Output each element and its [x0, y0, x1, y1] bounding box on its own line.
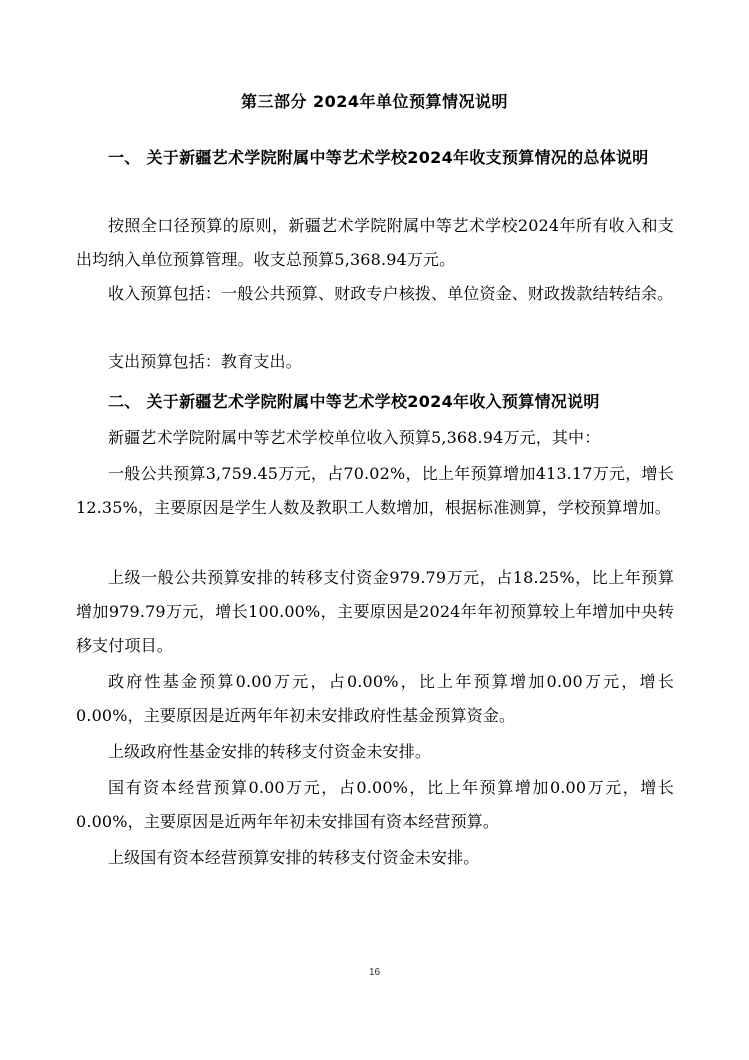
- section2-paragraph-7: 上级国有资本经营预算安排的转移支付资金未安排。: [108, 848, 480, 867]
- section1-paragraph-1: 按照全口径预算的原则，新疆艺术学院附属中等艺术学校2024年所有收入和支出均纳入单位预算管理。收支总预算5,368.94万元。: [76, 216, 674, 269]
- section2-paragraph-1: 新疆艺术学院附属中等艺术学校单位收入预算5,368.94万元，其中：: [108, 428, 601, 447]
- section2-heading: 二、 关于新疆艺术学院附属中等艺术学校2024年收入预算情况说明: [108, 392, 600, 411]
- section2-paragraph-5: 上级政府性基金安排的转移支付资金未安排。: [108, 742, 432, 761]
- section2-paragraph-2: 一般公共预算3,759.45万元，占70.02%，比上年预算增加413.17万元，增长12.35%，主要原因是学生人数及教职工人数增加，根据标准测算，学校预算增加。: [76, 464, 674, 517]
- section1-paragraph-3: 支出预算包括：教育支出。: [108, 352, 302, 371]
- section2-paragraph-6: 国有资本经营预算0.00万元，占0.00%，比上年预算增加0.00万元，增长0.00%，主要原因是近两年年初未安排国有资本经营预算。: [76, 778, 674, 831]
- section1-paragraph-2: 收入预算包括：一般公共预算、财政专户核拨、单位资金、财政拨款结转结余。: [108, 284, 674, 303]
- section2-paragraph-3: 上级一般公共预算安排的转移支付资金979.79万元，占18.25%，比上年预算增加979.79万元，增长100.00%，主要原因是2024年年初预算较上年增加中央转移支付项目。: [76, 568, 674, 655]
- section1-heading: 一、 关于新疆艺术学院附属中等艺术学校2024年收支预算情况的总体说明: [108, 148, 649, 167]
- page-number: 16: [368, 967, 381, 978]
- section2-paragraph-4: 政府性基金预算0.00万元，占0.00%，比上年预算增加0.00万元，增长0.00%，主要原因是近两年年初未安排政府性基金预算资金。: [76, 672, 674, 725]
- page-title: 第三部分 2024年单位预算情况说明: [240, 92, 509, 111]
